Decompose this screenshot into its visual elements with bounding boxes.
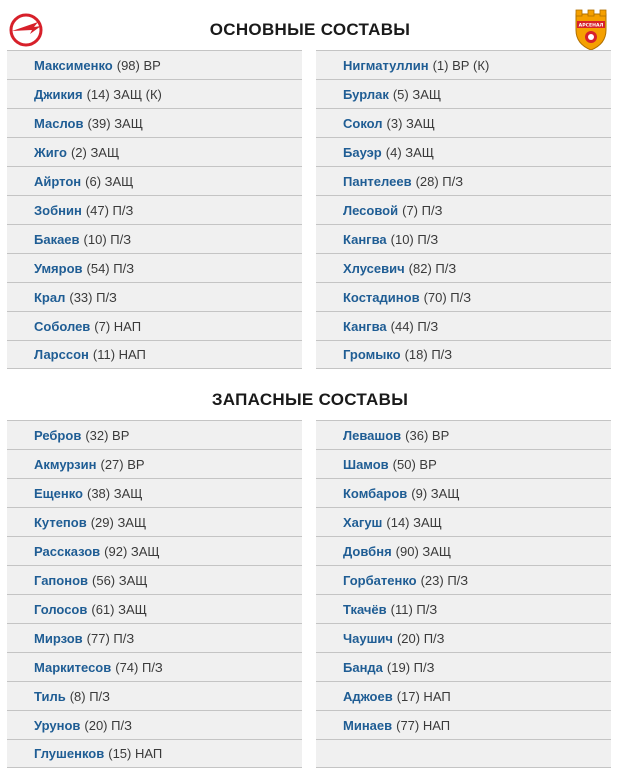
player-number-position: (7) НАП <box>94 318 142 334</box>
player-row <box>7 478 302 507</box>
player-name[interactable]: Аджоев <box>343 688 393 704</box>
player-number-position: (38) ЗАЩ <box>87 485 143 501</box>
player-row <box>316 449 611 478</box>
arsenal-logo-text: АРСЕНАЛ <box>578 23 604 29</box>
starting-away-list <box>316 50 611 369</box>
player-name[interactable]: Мирзов <box>34 630 83 646</box>
player-number-position: (56) ЗАЩ <box>92 572 148 588</box>
player-row <box>7 681 302 710</box>
player-row <box>7 311 302 340</box>
player-row <box>316 565 611 594</box>
player-row <box>7 623 302 652</box>
player-row <box>7 507 302 536</box>
player-row <box>7 536 302 565</box>
player-number-position: (10) П/З <box>83 231 132 247</box>
player-name[interactable]: Соболев <box>34 318 91 334</box>
player-row <box>7 195 302 224</box>
player-number-position: (33) П/З <box>69 289 117 305</box>
player-name[interactable]: Максименко <box>34 57 113 73</box>
player-name[interactable]: Умяров <box>34 260 83 276</box>
player-name[interactable]: Кангва <box>343 231 387 247</box>
player-name[interactable]: Маслов <box>34 115 84 131</box>
player-row <box>316 536 611 565</box>
arsenal-tula-logo-icon <box>573 8 609 52</box>
player-row <box>316 108 611 137</box>
player-row <box>316 623 611 652</box>
player-name[interactable]: Бакаев <box>34 231 80 247</box>
player-name[interactable]: Банда <box>343 659 383 675</box>
player-row <box>316 50 611 79</box>
player-name[interactable]: Лесовой <box>343 202 399 218</box>
player-name[interactable]: Жиго <box>34 144 67 160</box>
player-row <box>7 739 302 768</box>
player-row <box>316 420 611 449</box>
player-name[interactable]: Горбатенко <box>343 572 417 588</box>
player-name[interactable]: Тиль <box>34 688 66 704</box>
player-number-position: (50) ВР <box>392 456 437 472</box>
player-number-position: (82) П/З <box>408 260 457 276</box>
player-name[interactable]: Комбаров <box>343 485 408 501</box>
player-name[interactable]: Левашов <box>343 427 402 443</box>
player-name[interactable]: Урунов <box>34 717 81 733</box>
player-name[interactable]: Акмурзин <box>34 456 97 472</box>
player-number-position: (61) ЗАЩ <box>91 601 147 617</box>
player-number-position: (14) ЗАЩ (К) <box>86 86 162 102</box>
player-number-position: (19) П/З <box>386 659 435 675</box>
player-name[interactable]: Минаев <box>343 717 393 733</box>
player-row <box>7 253 302 282</box>
player-row <box>316 224 611 253</box>
player-number-position: (47) П/З <box>85 202 134 218</box>
player-row <box>316 340 611 369</box>
player-number-position: (90) ЗАЩ <box>395 543 452 559</box>
player-number-position: (5) ЗАЩ <box>392 86 442 102</box>
player-row <box>316 253 611 282</box>
player-number-position: (8) П/З <box>69 688 110 704</box>
player-row <box>316 594 611 623</box>
player-number-position: (20) П/З <box>396 630 445 646</box>
player-row <box>7 652 302 681</box>
player-number-position: (20) П/З <box>84 717 132 733</box>
player-number-position: (9) ЗАЩ <box>411 485 460 501</box>
player-name[interactable]: Чаушич <box>343 630 393 646</box>
player-name[interactable]: Крал <box>34 289 66 305</box>
player-name[interactable]: Ткачёв <box>343 601 387 617</box>
player-row <box>7 224 302 253</box>
player-name[interactable]: Кутепов <box>34 514 87 530</box>
player-row <box>7 282 302 311</box>
player-number-position: (70) П/З <box>423 289 472 305</box>
player-name[interactable]: Маркитесов <box>34 659 112 675</box>
player-row <box>316 282 611 311</box>
player-name[interactable]: Ребров <box>34 427 82 443</box>
player-row <box>316 652 611 681</box>
player-name[interactable]: Голосов <box>34 601 88 617</box>
player-number-position: (10) П/З <box>390 231 439 247</box>
player-number-position: (98) ВР <box>116 57 161 73</box>
player-row <box>316 710 611 739</box>
player-name[interactable]: Сокол <box>343 115 383 131</box>
player-row <box>7 166 302 195</box>
player-row <box>316 137 611 166</box>
player-number-position: (39) ЗАЩ <box>87 115 143 131</box>
player-row <box>316 195 611 224</box>
player-number-position: (54) П/З <box>86 260 135 276</box>
player-number-position: (27) ВР <box>100 456 145 472</box>
subs-home-list <box>7 420 302 768</box>
player-number-position: (23) П/З <box>420 572 469 588</box>
player-number-position: (36) ВР <box>405 427 450 443</box>
player-row <box>316 79 611 108</box>
player-name[interactable]: Бауэр <box>343 144 382 160</box>
player-name[interactable]: Костадинов <box>343 289 420 305</box>
player-number-position: (11) НАП <box>92 347 146 362</box>
player-number-position: (14) ЗАЩ <box>386 514 442 530</box>
player-name[interactable]: Глушенков <box>34 746 105 761</box>
player-name[interactable]: Нигматуллин <box>343 57 429 73</box>
player-number-position: (18) П/З <box>404 347 453 362</box>
player-row <box>7 710 302 739</box>
player-name[interactable]: Громыко <box>343 347 401 362</box>
player-name[interactable]: Довбня <box>343 543 392 559</box>
player-row <box>7 50 302 79</box>
player-name[interactable]: Хагуш <box>343 514 383 530</box>
player-name[interactable]: Рассказов <box>34 543 101 559</box>
player-name[interactable]: Кангва <box>343 318 387 334</box>
player-number-position: (32) ВР <box>85 427 130 443</box>
player-number-position: (11) П/З <box>390 601 438 617</box>
player-row <box>316 311 611 340</box>
player-number-position: (77) НАП <box>396 717 451 733</box>
player-row <box>316 478 611 507</box>
player-row <box>7 79 302 108</box>
player-name[interactable]: Бурлак <box>343 86 389 102</box>
player-number-position: (15) НАП <box>108 746 163 761</box>
player-name[interactable]: Шамов <box>343 456 389 472</box>
player-number-position: (7) П/З <box>402 202 443 218</box>
player-number-position: (74) П/З <box>115 659 163 675</box>
substitutes-title: ЗАПАСНЫЕ СОСТАВЫ <box>211 390 409 409</box>
player-name[interactable]: Ларссон <box>34 347 89 362</box>
player-number-position: (2) ЗАЩ <box>70 144 120 160</box>
empty-row <box>316 739 611 768</box>
player-number-position: (3) ЗАЩ <box>386 115 435 131</box>
player-name[interactable]: Пантелеев <box>343 173 412 189</box>
player-number-position: (44) П/З <box>390 318 439 334</box>
player-number-position: (29) ЗАЩ <box>90 514 147 530</box>
player-number-position: (92) ЗАЩ <box>104 543 160 559</box>
player-number-position: (6) ЗАЩ <box>85 173 134 189</box>
player-name[interactable]: Ещенко <box>34 485 83 501</box>
player-row <box>7 137 302 166</box>
player-row <box>7 565 302 594</box>
starting-home-list <box>7 50 302 369</box>
player-number-position: (28) П/З <box>415 173 464 189</box>
player-number-position: (4) ЗАЩ <box>385 144 434 160</box>
player-row <box>7 420 302 449</box>
player-name[interactable]: Зобнин <box>34 202 82 218</box>
player-name[interactable]: Хлусевич <box>343 260 405 276</box>
player-name[interactable]: Айртон <box>34 173 82 189</box>
starting-lineups-title: ОСНОВНЫЕ СОСТАВЫ <box>209 20 411 39</box>
player-row <box>7 340 302 369</box>
player-row <box>7 449 302 478</box>
player-row <box>7 108 302 137</box>
player-row <box>7 594 302 623</box>
player-name[interactable]: Гапонов <box>34 572 89 588</box>
player-row <box>316 166 611 195</box>
player-number-position: (17) НАП <box>396 688 451 704</box>
player-number-position: (1) ВР (К) <box>432 57 490 73</box>
player-row <box>316 681 611 710</box>
player-number-position: (77) П/З <box>86 630 135 646</box>
subs-away-list <box>316 420 611 768</box>
player-name[interactable]: Джикия <box>34 86 83 102</box>
player-row <box>316 507 611 536</box>
